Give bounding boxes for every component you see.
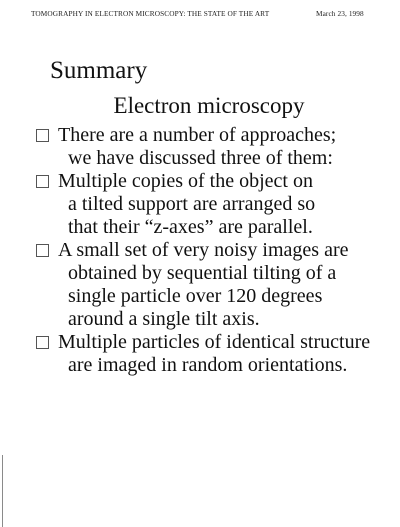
bullet-line: a tilted support are arranged so <box>68 193 316 215</box>
checkbox-square-icon <box>36 175 49 188</box>
bullet-line: Multiple particles of identical structure <box>58 331 371 353</box>
checkbox-square-icon <box>36 244 49 257</box>
running-header <box>31 9 371 21</box>
slide-subtitle: Electron microscopy <box>113 93 305 118</box>
header-title: TOMOGRAPHY IN ELECTRON MICROSCOPY: THE STATE OF THE ART <box>31 9 270 18</box>
margin-rule <box>2 455 3 527</box>
bullet-line: single particle over 120 degrees <box>68 285 323 307</box>
checkbox-square-icon <box>36 129 49 142</box>
bullet-line: obtained by sequential tilting of a <box>68 262 337 284</box>
bullet-item-approaches <box>33 124 399 170</box>
bullet-line: are imaged in random orientations. <box>68 354 348 376</box>
header-date: March 23, 1998 <box>316 9 364 18</box>
bullet-line: around a single tilt axis. <box>68 308 260 330</box>
bullet-item-multiple-copies <box>33 170 399 239</box>
bullet-item-random-orientations <box>33 331 399 377</box>
bullet-list <box>33 124 399 377</box>
bullet-line: There are a number of approaches; <box>58 124 337 146</box>
bullet-line: Multiple copies of the object on <box>58 170 313 192</box>
checkbox-square-icon <box>36 336 49 349</box>
bullet-line: A small set of very noisy images are <box>58 239 349 261</box>
bullet-line: we have discussed three of them: <box>68 147 333 169</box>
section-title: Summary <box>50 57 148 84</box>
bullet-line: that their “z-axes” are parallel. <box>68 216 313 238</box>
bullet-item-tilt-series <box>33 239 399 331</box>
